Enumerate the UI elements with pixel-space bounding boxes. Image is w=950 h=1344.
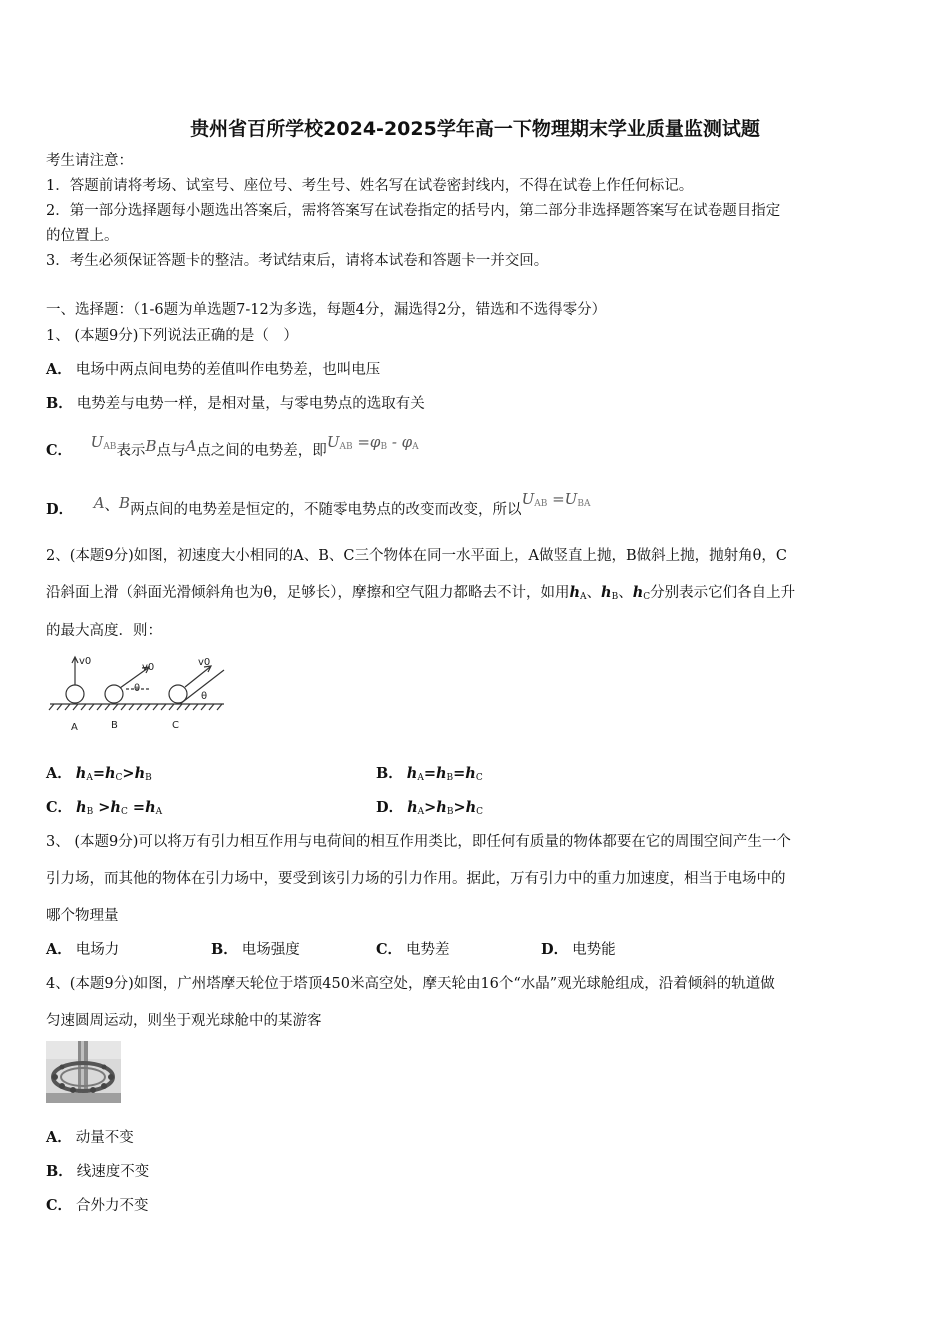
q1-option-d[interactable] bbox=[46, 490, 591, 526]
math-subscript: B bbox=[446, 773, 454, 783]
math-subscript: A bbox=[580, 592, 587, 602]
math-symbol: h bbox=[406, 765, 418, 782]
ball-a bbox=[66, 685, 84, 703]
option-text: 两点间的电势差是恒定的，不随零电势点的改变而改变，所以 bbox=[130, 502, 522, 518]
q4-stem-line: 匀速圆周运动，则坐于观光球舱中的某游客 bbox=[46, 1013, 322, 1029]
q2-option-c[interactable] bbox=[46, 798, 162, 822]
q2-option-b[interactable] bbox=[376, 764, 483, 788]
math-symbol: h bbox=[601, 584, 612, 601]
math-subscript: C bbox=[120, 807, 128, 817]
math-subscript: A bbox=[86, 773, 93, 783]
math-symbol: h bbox=[110, 799, 121, 816]
ferris-wheel-photo bbox=[46, 1041, 121, 1103]
math-symbol: h bbox=[465, 765, 476, 782]
math-symbol: B bbox=[119, 494, 131, 512]
math-subscript: AB bbox=[339, 442, 353, 452]
option-label: A． bbox=[46, 941, 72, 958]
math-operator: > bbox=[453, 799, 466, 816]
q4-option-a[interactable] bbox=[46, 1128, 134, 1148]
math-symbol: h bbox=[134, 765, 146, 782]
label-theta: θ bbox=[134, 683, 141, 694]
math-subscript: BA bbox=[577, 499, 591, 509]
notice-item: 的位置上。 bbox=[46, 228, 119, 244]
option-text: 电场力 bbox=[75, 942, 120, 958]
stem-text: 、 bbox=[586, 585, 602, 601]
option-text: 线速度不变 bbox=[76, 1164, 150, 1180]
q1-option-b[interactable] bbox=[46, 394, 425, 414]
math-subscript: A bbox=[412, 442, 419, 452]
math-operator: > bbox=[424, 799, 437, 816]
label-v0: v0 bbox=[198, 657, 211, 668]
notice-heading: 考生请注意： bbox=[46, 153, 133, 169]
math-symbol: h bbox=[569, 584, 581, 601]
math-subscript: AB bbox=[103, 442, 117, 452]
q3-stem-line: 哪个物理量 bbox=[46, 908, 119, 924]
option-label: C． bbox=[46, 1197, 73, 1214]
notice-item: 3．考生必须保证答题卡的整洁。考试结束后，请将本试卷和答题卡一并交回。 bbox=[46, 253, 549, 269]
math-symbol: U bbox=[521, 490, 535, 508]
q3-stem-line: 引力场，而其他的物体在引力场中，要受到该引力场的引力作用。据此，万有引力中的重力加速度，相当于电场中的 bbox=[46, 871, 786, 887]
option-text: 合外力不变 bbox=[76, 1198, 149, 1214]
q2-option-a[interactable] bbox=[46, 764, 152, 788]
option-label: C． bbox=[376, 941, 403, 958]
stem-text: 、 bbox=[618, 585, 633, 601]
page-title: 贵州省百所学校2024-2025学年高一下物理期末学业质量监测试题 bbox=[190, 118, 760, 140]
option-text: 电势差与电势一样，是相对量，与零电势点的选取有关 bbox=[76, 396, 425, 412]
math-subscript: B bbox=[611, 592, 619, 602]
math-subscript: A bbox=[417, 807, 425, 817]
math-symbol: h bbox=[145, 799, 156, 816]
q3-option-b[interactable] bbox=[211, 940, 300, 960]
q3-option-a[interactable] bbox=[46, 940, 119, 960]
math-operator: > bbox=[122, 765, 135, 782]
option-label: A． bbox=[46, 361, 72, 378]
label-v0: v0 bbox=[142, 662, 155, 673]
option-label: D． bbox=[376, 799, 404, 816]
q2-stem-line: 的最大高度．则： bbox=[46, 623, 162, 639]
q2-option-d[interactable] bbox=[376, 798, 483, 822]
option-label: C． bbox=[46, 799, 73, 816]
math-operator: > bbox=[93, 799, 111, 816]
option-text: 表示 bbox=[116, 443, 146, 459]
math-symbol: =U bbox=[547, 490, 578, 508]
notice-item: 2．第一部分选择题每小题选出答案后，需将答案写在试卷指定的括号内，第二部分非选择题答案写在试卷题目指定 bbox=[46, 203, 781, 219]
math-subscript: A bbox=[417, 773, 424, 783]
option-text: 点与 bbox=[156, 443, 186, 459]
formula-potential-difference bbox=[327, 433, 419, 451]
option-text: 电场中两点间电势的差值叫作电势差，也叫电压 bbox=[75, 362, 381, 378]
math-symbol: A bbox=[185, 437, 197, 455]
label-c: C bbox=[172, 720, 179, 731]
label-v0: v0 bbox=[79, 656, 92, 667]
q2-stem-line bbox=[46, 583, 795, 607]
math-operator: = bbox=[423, 765, 436, 782]
math-subscript: C bbox=[476, 807, 484, 817]
math-subscript: B bbox=[145, 773, 152, 783]
math-subscript: C bbox=[115, 773, 123, 783]
math-subscript: C bbox=[475, 773, 483, 783]
option-label: B． bbox=[376, 765, 403, 782]
math-subscript: B bbox=[380, 442, 388, 452]
math-symbol: h bbox=[75, 765, 87, 782]
math-symbol: B bbox=[145, 437, 157, 455]
option-text: 电场强度 bbox=[241, 942, 300, 958]
option-label: D． bbox=[541, 941, 569, 958]
option-text: 点之间的电势差，即 bbox=[196, 443, 327, 459]
option-label: B． bbox=[46, 395, 73, 412]
section-heading: 一、选择题：（1-6题为单选题7-12为多选，每题4分，漏选得2分，错选和不选得零分） bbox=[46, 302, 607, 318]
q4-stem-line: 4、(本题9分)如图，广州塔摩天轮位于塔顶450米高空处，摩天轮由16个“水晶”观光球舱组成，沿着倾斜的轨道做 bbox=[46, 976, 775, 992]
q2-stem-line: 2、(本题9分)如图，初速度大小相同的A、B、C三个物体在同一水平面上，A做竖直上抛，B做斜上抛，抛射角θ，C bbox=[46, 548, 787, 564]
stem-text: 沿斜面上滑（斜面光滑倾斜角也为θ，足够长），摩擦和空气阻力都略去不计，如用 bbox=[46, 585, 570, 601]
formula-u-ab-equals-u-ba bbox=[522, 490, 591, 508]
q1-stem: 1、 (本题9分)下列说法正确的是（ ） bbox=[46, 328, 298, 344]
math-symbol: U bbox=[326, 433, 340, 451]
math-symbol: A bbox=[93, 494, 105, 512]
option-text: 动量不变 bbox=[75, 1130, 134, 1146]
math-symbol: =φ bbox=[352, 433, 381, 451]
math-operator: = bbox=[453, 765, 466, 782]
math-symbol: h bbox=[632, 584, 644, 601]
option-label: A． bbox=[46, 1129, 72, 1146]
q3-stem-line: 3、 (本题9分)可以将万有引力相互作用与电荷间的相互作用类比，即任何有质量的物体都要在它的周围空间产生一个 bbox=[46, 834, 791, 850]
q4-option-b[interactable] bbox=[46, 1162, 149, 1182]
q3-option-c[interactable] bbox=[376, 940, 450, 960]
option-label: C． bbox=[46, 442, 73, 459]
math-symbol: h bbox=[465, 799, 477, 816]
math-symbol: h bbox=[407, 799, 418, 816]
math-operator: = bbox=[127, 799, 146, 816]
stem-text: 分别表示它们各自上升 bbox=[650, 585, 796, 601]
math-subscript: C bbox=[643, 592, 651, 602]
option-label: D． bbox=[46, 501, 74, 518]
label-b: B bbox=[111, 720, 118, 731]
math-symbol: h bbox=[436, 799, 447, 816]
notice-item: 1．答题前请将考场、试室号、座位号、考生号、姓名写在试卷密封线内，不得在试卷上作任何标记。 bbox=[46, 178, 694, 194]
math-symbol: h bbox=[104, 765, 116, 782]
option-label: A． bbox=[46, 765, 72, 782]
math-subscript: B bbox=[86, 807, 94, 817]
math-symbol: h bbox=[76, 799, 87, 816]
math-subscript: AB bbox=[534, 499, 548, 509]
projectile-figure bbox=[46, 652, 231, 737]
math-symbol: - φ bbox=[387, 433, 413, 451]
math-subscript: B bbox=[446, 807, 454, 817]
option-label: B． bbox=[46, 1163, 73, 1180]
option-text: 电势能 bbox=[572, 942, 616, 958]
label-a: A bbox=[71, 722, 78, 733]
q3-option-d[interactable] bbox=[541, 940, 616, 960]
math-symbol: U bbox=[90, 433, 104, 451]
math-symbol: h bbox=[435, 765, 447, 782]
q1-option-c[interactable] bbox=[46, 433, 419, 467]
option-text: 电势差 bbox=[406, 942, 450, 958]
option-text: 、 bbox=[104, 498, 120, 514]
q4-option-c[interactable] bbox=[46, 1196, 149, 1216]
math-operator: = bbox=[92, 765, 105, 782]
q1-option-a[interactable] bbox=[46, 360, 380, 380]
formula-u-ab bbox=[91, 433, 117, 451]
label-theta: θ bbox=[201, 691, 208, 702]
option-label: B． bbox=[211, 941, 238, 958]
math-subscript: A bbox=[155, 807, 163, 817]
